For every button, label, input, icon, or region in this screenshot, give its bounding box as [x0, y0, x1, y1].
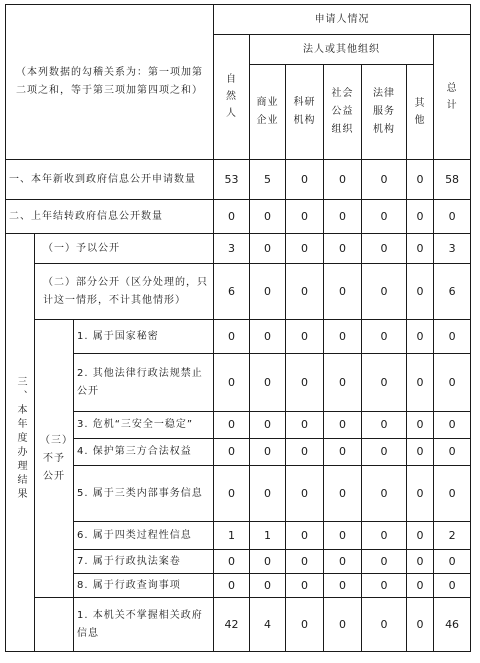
- table-row: [6, 598, 471, 652]
- cell: 0: [434, 466, 471, 522]
- row-label: 二、上年结转政府信息公开数量: [6, 200, 214, 234]
- row-label: （二）部分公开（区分处理的，只计这一情形，不计其他情形）: [35, 264, 214, 320]
- cell: 42: [214, 598, 250, 652]
- cell: 0: [434, 412, 471, 439]
- cell: 0: [362, 522, 407, 550]
- cell: 0: [407, 160, 434, 200]
- cell: 0: [324, 264, 362, 320]
- cell: 0: [250, 412, 286, 439]
- table-row: [6, 574, 471, 598]
- cell: 0: [407, 234, 434, 264]
- header-row-1: [6, 5, 471, 35]
- cell: 3: [434, 234, 471, 264]
- cell: 0: [286, 522, 324, 550]
- cell: 0: [214, 412, 250, 439]
- col-other-label: 其他: [414, 97, 426, 126]
- not-open-group-text: （三）不予公开: [40, 434, 68, 482]
- cell: 1: [250, 522, 286, 550]
- cell: 53: [214, 160, 250, 200]
- cell: 0: [324, 412, 362, 439]
- cell: 0: [250, 200, 286, 234]
- cell: 0: [362, 574, 407, 598]
- cell: 0: [214, 320, 250, 354]
- cell: 0: [214, 439, 250, 466]
- applicant-header: 申请人情况: [214, 5, 471, 35]
- section-3-label: [6, 234, 35, 652]
- cell: 0: [286, 412, 324, 439]
- cell: 0: [286, 264, 324, 320]
- cell: 2: [434, 522, 471, 550]
- cell: 0: [286, 439, 324, 466]
- col-legal-service-label: 法律服务机构: [373, 88, 396, 135]
- col-research: [286, 65, 324, 160]
- cell: 0: [286, 550, 324, 574]
- cell: 0: [407, 412, 434, 439]
- cell: 0: [286, 234, 324, 264]
- cell: 0: [324, 234, 362, 264]
- table-row: [6, 234, 471, 264]
- total-header: [434, 35, 471, 160]
- cell: 0: [214, 550, 250, 574]
- cell: 0: [362, 264, 407, 320]
- row-label: 8. 属于行政查询事项: [74, 574, 214, 598]
- cell: 0: [362, 320, 407, 354]
- cell: 0: [286, 598, 324, 652]
- cell: 58: [434, 160, 471, 200]
- cell: 0: [434, 574, 471, 598]
- row-label: 1. 属于国家秘密: [74, 320, 214, 354]
- cell: 0: [362, 200, 407, 234]
- unable-group-label: [35, 598, 74, 652]
- table-row: [6, 522, 471, 550]
- cell: 0: [362, 160, 407, 200]
- col-public-welfare: [324, 65, 362, 160]
- cell: 0: [407, 200, 434, 234]
- row-label: 5. 属于三类内部事务信息: [74, 466, 214, 522]
- col-commercial-label: 商业企业: [256, 97, 279, 126]
- cell: 0: [324, 160, 362, 200]
- table-row: [6, 264, 471, 320]
- cell: 0: [324, 439, 362, 466]
- cell: 0: [324, 522, 362, 550]
- cell: 0: [250, 466, 286, 522]
- row-label: 4. 保护第三方合法权益: [74, 439, 214, 466]
- cell: 0: [214, 574, 250, 598]
- cell: 46: [434, 598, 471, 652]
- col-other: [407, 65, 434, 160]
- cell: 0: [324, 598, 362, 652]
- cell: 0: [324, 550, 362, 574]
- cell: 0: [324, 354, 362, 412]
- section-3-text: 三、本年度办理结果: [15, 376, 26, 502]
- cell: 6: [214, 264, 250, 320]
- cell: 0: [324, 320, 362, 354]
- cell: 0: [434, 550, 471, 574]
- cell: 0: [214, 354, 250, 412]
- cell: 0: [362, 550, 407, 574]
- cell: 0: [214, 200, 250, 234]
- cell: 0: [324, 574, 362, 598]
- row-label: 一、本年新收到政府信息公开申请数量: [6, 160, 214, 200]
- natural-person-label: 自然人: [226, 74, 238, 119]
- cell: 0: [250, 234, 286, 264]
- cell: 0: [407, 354, 434, 412]
- cell: 0: [250, 550, 286, 574]
- cell: 5: [250, 160, 286, 200]
- cell: 0: [286, 320, 324, 354]
- cell: 0: [407, 264, 434, 320]
- application-stats-table: [5, 4, 471, 652]
- cell: 0: [407, 439, 434, 466]
- cell: 0: [250, 439, 286, 466]
- cell: 0: [286, 466, 324, 522]
- cell: 0: [324, 200, 362, 234]
- cell: 0: [286, 574, 324, 598]
- cell: 0: [362, 598, 407, 652]
- cell: 0: [362, 234, 407, 264]
- cell: 4: [250, 598, 286, 652]
- cell: 0: [324, 466, 362, 522]
- row-label: （一）予以公开: [35, 234, 214, 264]
- cell: 0: [434, 200, 471, 234]
- cell: 0: [407, 550, 434, 574]
- cell: 0: [250, 264, 286, 320]
- table-row: [6, 200, 471, 234]
- cell: 0: [286, 354, 324, 412]
- cell: 0: [362, 354, 407, 412]
- cell: 0: [286, 200, 324, 234]
- total-label: 总计: [446, 82, 458, 111]
- cell: 0: [434, 439, 471, 466]
- cell: 0: [250, 354, 286, 412]
- row-label: 3. 危机“三安全一稳定”: [74, 412, 214, 439]
- row-label: 1. 本机关不掌握相关政府信息: [74, 598, 214, 652]
- table-row: [6, 160, 471, 200]
- cell: 0: [250, 574, 286, 598]
- cell: 3: [214, 234, 250, 264]
- legal-group-header: 法人或其他组织: [250, 35, 434, 65]
- cell: 0: [434, 320, 471, 354]
- cell: 0: [407, 466, 434, 522]
- col-research-label: 科研机构: [293, 97, 316, 126]
- table-row: [6, 412, 471, 439]
- col-legal-service: [362, 65, 407, 160]
- cell: 0: [362, 466, 407, 522]
- table-row: [6, 354, 471, 412]
- natural-person-header: [214, 35, 250, 160]
- table-row: [6, 439, 471, 466]
- row-label: 7. 属于行政执法案卷: [74, 550, 214, 574]
- table-row: [6, 466, 471, 522]
- cell: 0: [407, 522, 434, 550]
- table-row: [6, 320, 471, 354]
- row-label: 6. 属于四类过程性信息: [74, 522, 214, 550]
- not-open-group-label: [35, 320, 74, 598]
- header-note-text: （本列数据的勾稽关系为：第一项加第二项之和，等于第三项加第四项之和）: [16, 67, 203, 96]
- cell: 0: [362, 412, 407, 439]
- table-row: [6, 550, 471, 574]
- header-note: [6, 5, 214, 160]
- cell: 0: [407, 598, 434, 652]
- cell: 0: [286, 160, 324, 200]
- cell: 1: [214, 522, 250, 550]
- cell: 0: [362, 439, 407, 466]
- cell: 0: [250, 320, 286, 354]
- cell: 0: [407, 320, 434, 354]
- cell: 0: [434, 354, 471, 412]
- row-label: 2. 其他法律行政法规禁止公开: [74, 354, 214, 412]
- col-commercial: [250, 65, 286, 160]
- col-public-welfare-label: 社会公益组织: [331, 88, 354, 135]
- cell: 0: [407, 574, 434, 598]
- cell: 6: [434, 264, 471, 320]
- cell: 0: [214, 466, 250, 522]
